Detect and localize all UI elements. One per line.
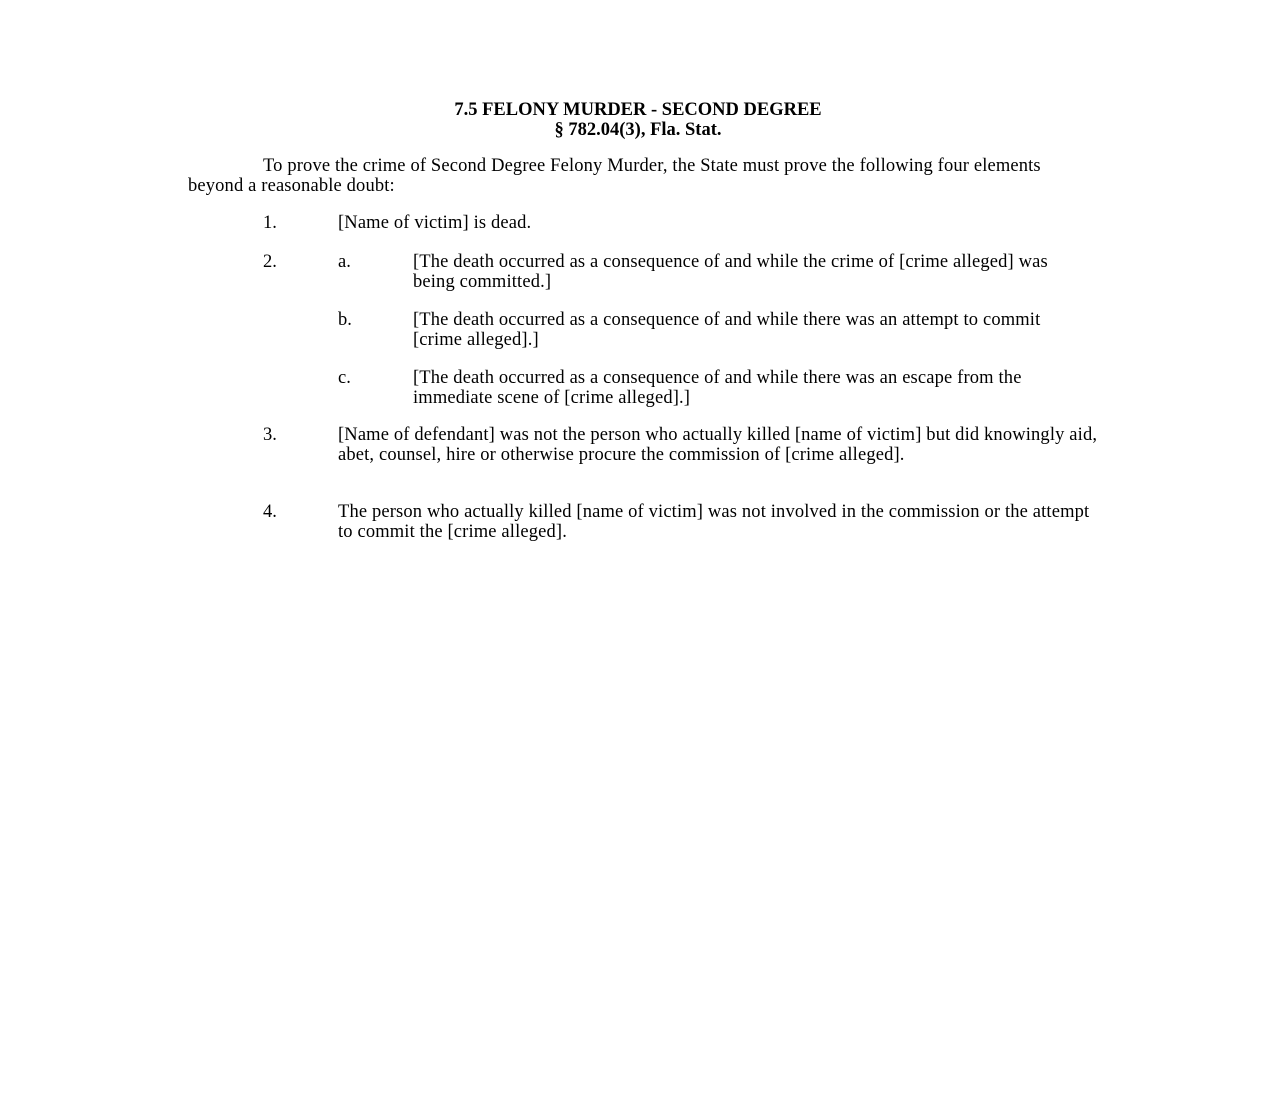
sub-element-text: [The death occurred as a consequence of and while the crime of [crime alleged] was being committed.] bbox=[413, 252, 1048, 292]
sub-element-text: [The death occurred as a consequence of and while there was an escape from the immediate scene of [crime alleged].] bbox=[413, 368, 1022, 408]
element-number: 2. bbox=[263, 252, 277, 272]
element-number: 4. bbox=[263, 502, 277, 522]
sub-element-letter: b. bbox=[338, 310, 352, 330]
page-title: 7.5 FELONY MURDER - SECOND DEGREE bbox=[454, 100, 822, 120]
sub-element-letter: a. bbox=[338, 252, 351, 272]
title-block bbox=[188, 100, 1088, 140]
element-text: [Name of defendant] was not the person who actually killed [name of victim] but did knowingly aid, abet, counsel, hire or otherwise procure the commission of [crime alleged]. bbox=[338, 425, 1098, 465]
element-text: The person who actually killed [name of victim] was not involved in the commission or the attempt to commit the [crime alleged]. bbox=[338, 502, 1090, 542]
intro-paragraph: To prove the crime of Second Degree Felony Murder, the State must prove the following four elements beyond a reasonable doubt: bbox=[188, 156, 1041, 196]
statute-citation: § 782.04(3), Fla. Stat. bbox=[554, 120, 722, 140]
sub-element-letter: c. bbox=[338, 368, 351, 388]
element-number: 1. bbox=[263, 213, 277, 233]
element-text: [Name of victim] is dead. bbox=[338, 213, 532, 233]
sub-element-text: [The death occurred as a consequence of and while there was an attempt to commit [crime alleged].] bbox=[413, 310, 1041, 350]
element-number: 3. bbox=[263, 425, 277, 445]
